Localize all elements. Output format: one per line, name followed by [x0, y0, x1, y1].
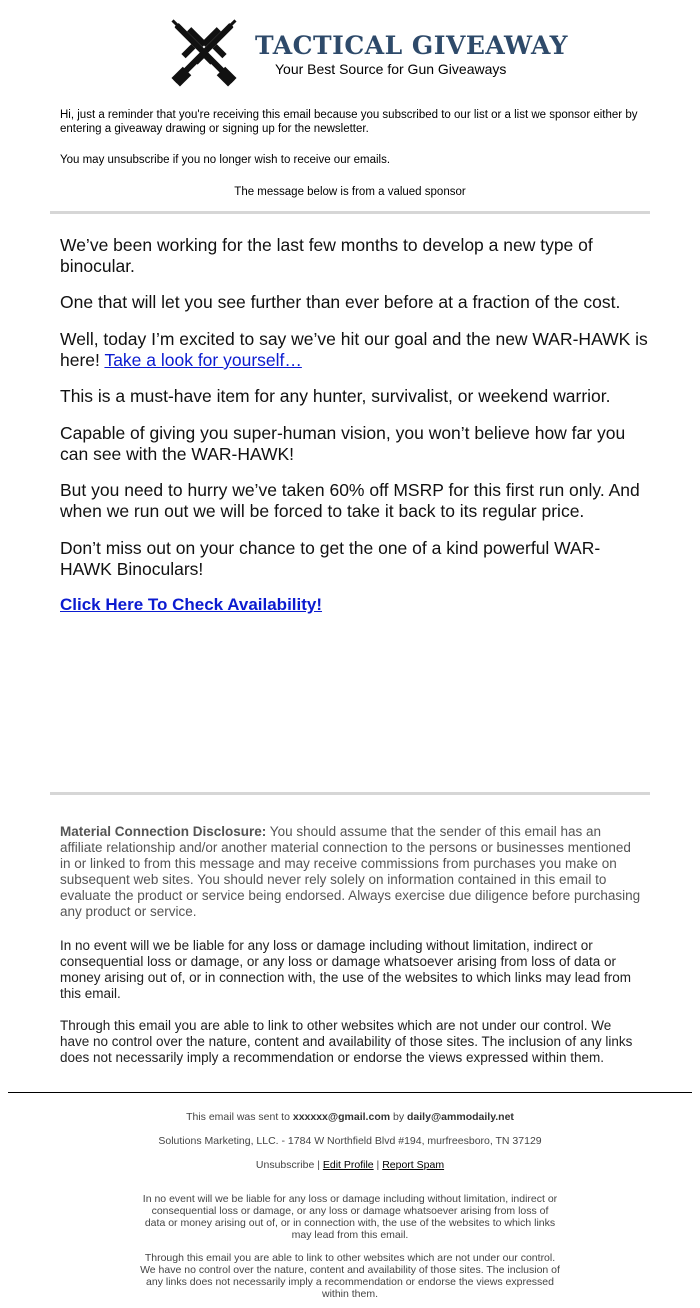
recipient-email: xxxxxx@gmail.com: [292, 1111, 391, 1123]
message-paragraph-5: Capable of giving you super-human vision, you won’t believe how far you can see with the WAR-HAWK!: [60, 423, 626, 464]
header-logo[interactable]: [158, 10, 569, 98]
sent-by: by: [390, 1111, 408, 1123]
disclosure-label: Material Connection Disclosure:: [60, 824, 267, 839]
sender-email: daily@ammodaily.net: [407, 1111, 514, 1123]
crossed-rifles-icon: [158, 10, 250, 98]
brand-tagline: Your Best Source for Gun Giveaways: [275, 61, 507, 77]
material-disclosure: [60, 824, 642, 920]
external-links-disclaimer: Through this email you are able to link to other websites which are not under our control. We have no control over the nature, content and availability of those sites. The inclusion of any links does not necessarily imply a recommendation or endorse the views expressed within them.: [60, 1018, 633, 1065]
message-paragraph-2: One that will let you see further than ever before at a fraction of the cost.: [60, 292, 621, 312]
edit-profile-link[interactable]: Edit Profile: [322, 1159, 374, 1171]
check-availability-link[interactable]: Click Here To Check Availability!: [60, 595, 323, 614]
message-paragraph-7: Don’t miss out on your chance to get the one of a kind powerful WAR-HAWK Binoculars!: [60, 538, 601, 579]
unsubscribe-notice: You may unsubscribe if you no longer wish to receive our emails.: [60, 154, 391, 166]
footer-sent-line: [0, 1111, 700, 1123]
brand-title: TACTICAL GIVEAWAY: [255, 31, 569, 60]
footer-external-links: Through this email you are able to link to other websites which are not under our control. We have no control over the nature, content and availability of those sites. The inclusion of any links does not necessarily imply a recommendation or endorse the views expressed within them.: [140, 1252, 560, 1300]
sponsor-notice: The message below is from a valued sponsor: [234, 186, 466, 198]
unsubscribe-link[interactable]: Unsubscribe: [255, 1159, 315, 1171]
report-spam-link[interactable]: Report Spam: [382, 1159, 445, 1171]
sent-prefix: This email was sent to: [186, 1111, 293, 1123]
message-paragraph-3: [60, 329, 650, 371]
message-paragraph-4: This is a must-have item for any hunter, survivalist, or weekend warrior.: [60, 386, 611, 406]
divider-top: [50, 211, 650, 214]
divider-bottom: [50, 792, 650, 795]
message-paragraph-6: But you need to hurry we’ve taken 60% off MSRP for this first run only. And when we run out we will be forced to take it back to its regular price.: [60, 480, 640, 521]
footer-divider: [8, 1092, 692, 1093]
message-paragraph-1: We’ve been working for the last few months to develop a new type of binocular.: [60, 235, 593, 276]
take-a-look-link[interactable]: Take a look for yourself…: [104, 350, 302, 370]
message-paragraph-3-text: Well, today I’m excited to say we’ve hit our goal and the new WAR-HAWK is here!: [60, 329, 648, 370]
footer-links: [0, 1159, 700, 1171]
footer-liability: In no event will we be liable for any loss or damage including without limitation, indirect or consequential loss or damage, or any loss or damage whatsoever arising from loss of data or money arising out of, or in connection with, the use of the websites to which links may lead from this email.: [142, 1193, 558, 1241]
footer-address: Solutions Marketing, LLC. - 1784 W Northfield Blvd #194, murfreesboro, TN 37129: [158, 1135, 542, 1147]
footer-separator: |: [314, 1159, 323, 1171]
footer-separator: |: [373, 1159, 383, 1171]
subscription-notice: Hi, just a reminder that you're receiving this email because you subscribed to our list or a list we sponsor either by entering a giveaway drawing or signing up for the newsletter.: [60, 109, 638, 135]
disclosure-text: You should assume that the sender of this email has an affiliate relationship and/or another material connection to the persons or businesses mentioned in or linked to from this message and may receive commissions from purchases you make on subsequent web sites. You should never rely solely on information contained in this email to evaluate the product or service being endorsed. Always exercise due diligence before purchasing any product or service.: [60, 824, 641, 919]
liability-disclaimer: In no event will we be liable for any loss or damage including without limitation, indirect or consequential loss or damage, or any loss or damage whatsoever arising from loss of data or money arising out of, or in connection with, the use of the websites to which links may lead from this email.: [60, 938, 632, 1001]
